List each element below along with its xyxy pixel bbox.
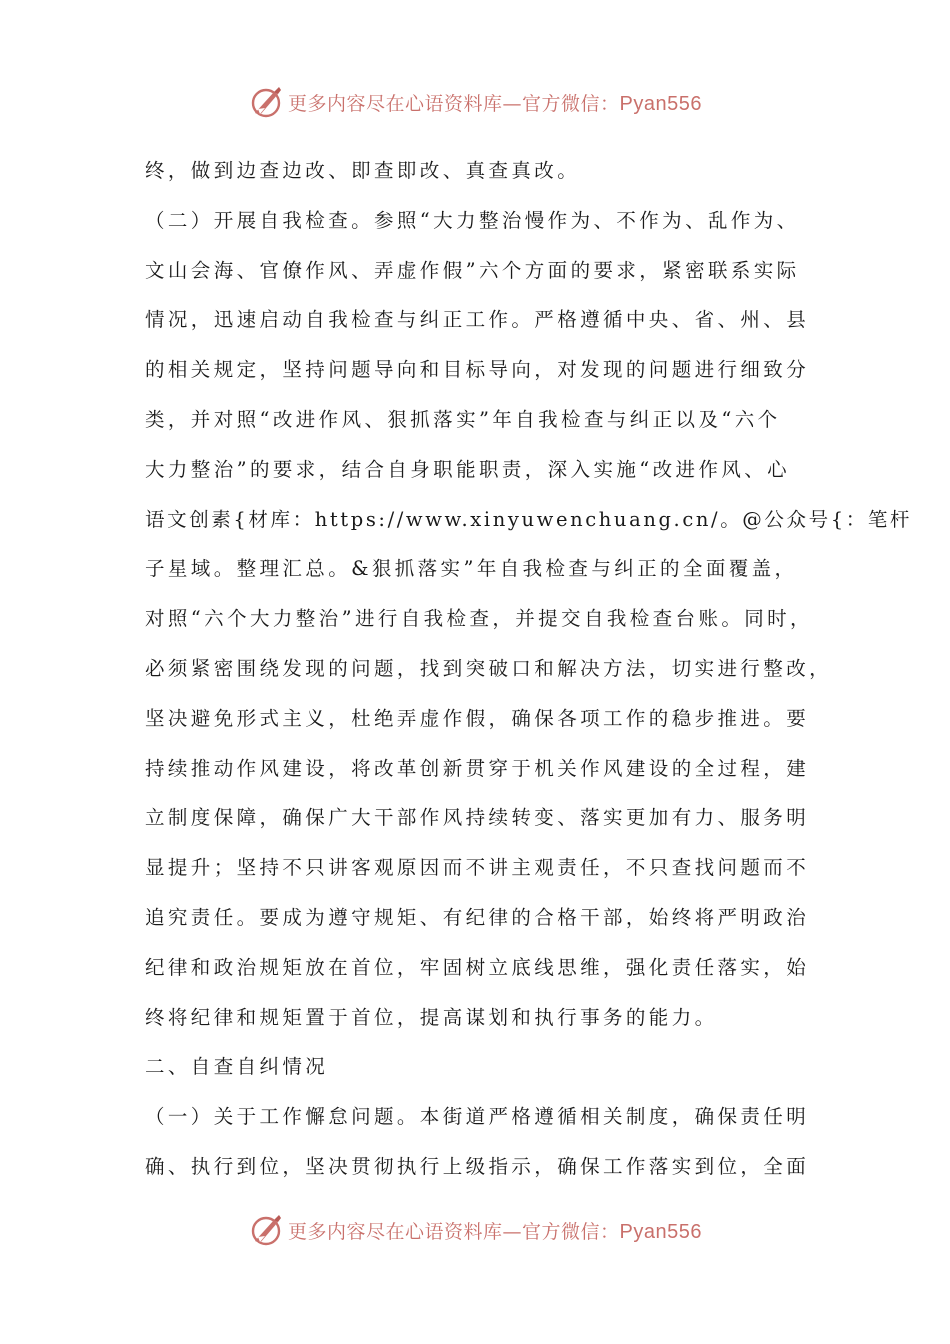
body-line: 类，并对照“改进作风、狠抓落实”年自我检查与纠正以及“六个 [145, 407, 781, 431]
footer-banner-id: Pyan556 [619, 1220, 702, 1243]
document-body [145, 146, 913, 1192]
pen-logo-icon [248, 84, 284, 120]
footer-banner-label: 更多内容尽在心语资料库—官方微信： [288, 1220, 620, 1243]
header-banner-text [288, 89, 702, 116]
body-line: 纪律和政治规矩放在首位，牢固树立底线思维，强化责任落实，始 [145, 955, 810, 979]
body-line: 坚决避免形式主义，杜绝弄虚作假，确保各项工作的稳步推进。要 [145, 706, 810, 730]
body-line: 立制度保障，确保广大干部作风持续转变、落实更加有力、服务明 [145, 806, 810, 830]
footer-banner-text [288, 1217, 702, 1244]
body-line: 追究责任。要成为遵守规矩、有纪律的合格干部，始终将严明政治 [145, 905, 810, 929]
section-heading: 二、自查自纠情况 [145, 1055, 329, 1079]
body-line: 的相关规定，坚持问题导向和目标导向，对发现的问题进行细致分 [145, 358, 810, 382]
header-banner-id: Pyan556 [619, 92, 702, 115]
header-banner-label: 更多内容尽在心语资料库—官方微信： [288, 92, 620, 115]
body-line: 必须紧密围绕发现的问题，找到突破口和解决方法，切实进行整改， [145, 656, 833, 680]
pen-logo-icon [248, 1212, 284, 1248]
body-line: （一）关于工作懈怠问题。本街道严格遵循相关制度，确保责任明 [145, 1105, 810, 1129]
footer-banner [0, 1208, 950, 1252]
body-line: 显提升；坚持不只讲客观原因而不讲主观责任，不只查找问题而不 [145, 856, 810, 880]
body-line: 确、执行到位，坚决贯彻执行上级指示，确保工作落实到位，全面 [145, 1154, 810, 1178]
header-banner [0, 80, 950, 124]
body-line: 对照“六个大力整治”进行自我检查，并提交自我检查台账。同时， [145, 607, 813, 631]
body-line: 终将纪律和规矩置于首位，提高谋划和执行事务的能力。 [145, 1005, 718, 1029]
body-line: 情况，迅速启动自我检查与纠正工作。严格遵循中央、省、州、县 [145, 308, 810, 332]
body-line: 子星域。整理汇总。&狠抓落实”年自我检查与纠正的全面覆盖， [145, 557, 798, 581]
body-line: 持续推动作风建设，将改革创新贯穿于机关作风建设的全过程，建 [145, 756, 810, 780]
body-line: 大力整治”的要求，结合自身职能职责，深入实施“改进作风、心 [145, 457, 791, 481]
body-line: 语文创素{材库：https://www.xinyuwenchuang.cn/。@公众号{：笔杆 [145, 507, 913, 531]
body-line: 终，做到边查边改、即查即改、真查真改。 [145, 159, 581, 182]
body-line: （二）开展自我检查。参照“大力整治慢作为、不作为、乱作为、 [145, 208, 800, 232]
body-line: 文山会海、官僚作风、弄虚作假”六个方面的要求，紧密联系实际 [145, 258, 800, 282]
